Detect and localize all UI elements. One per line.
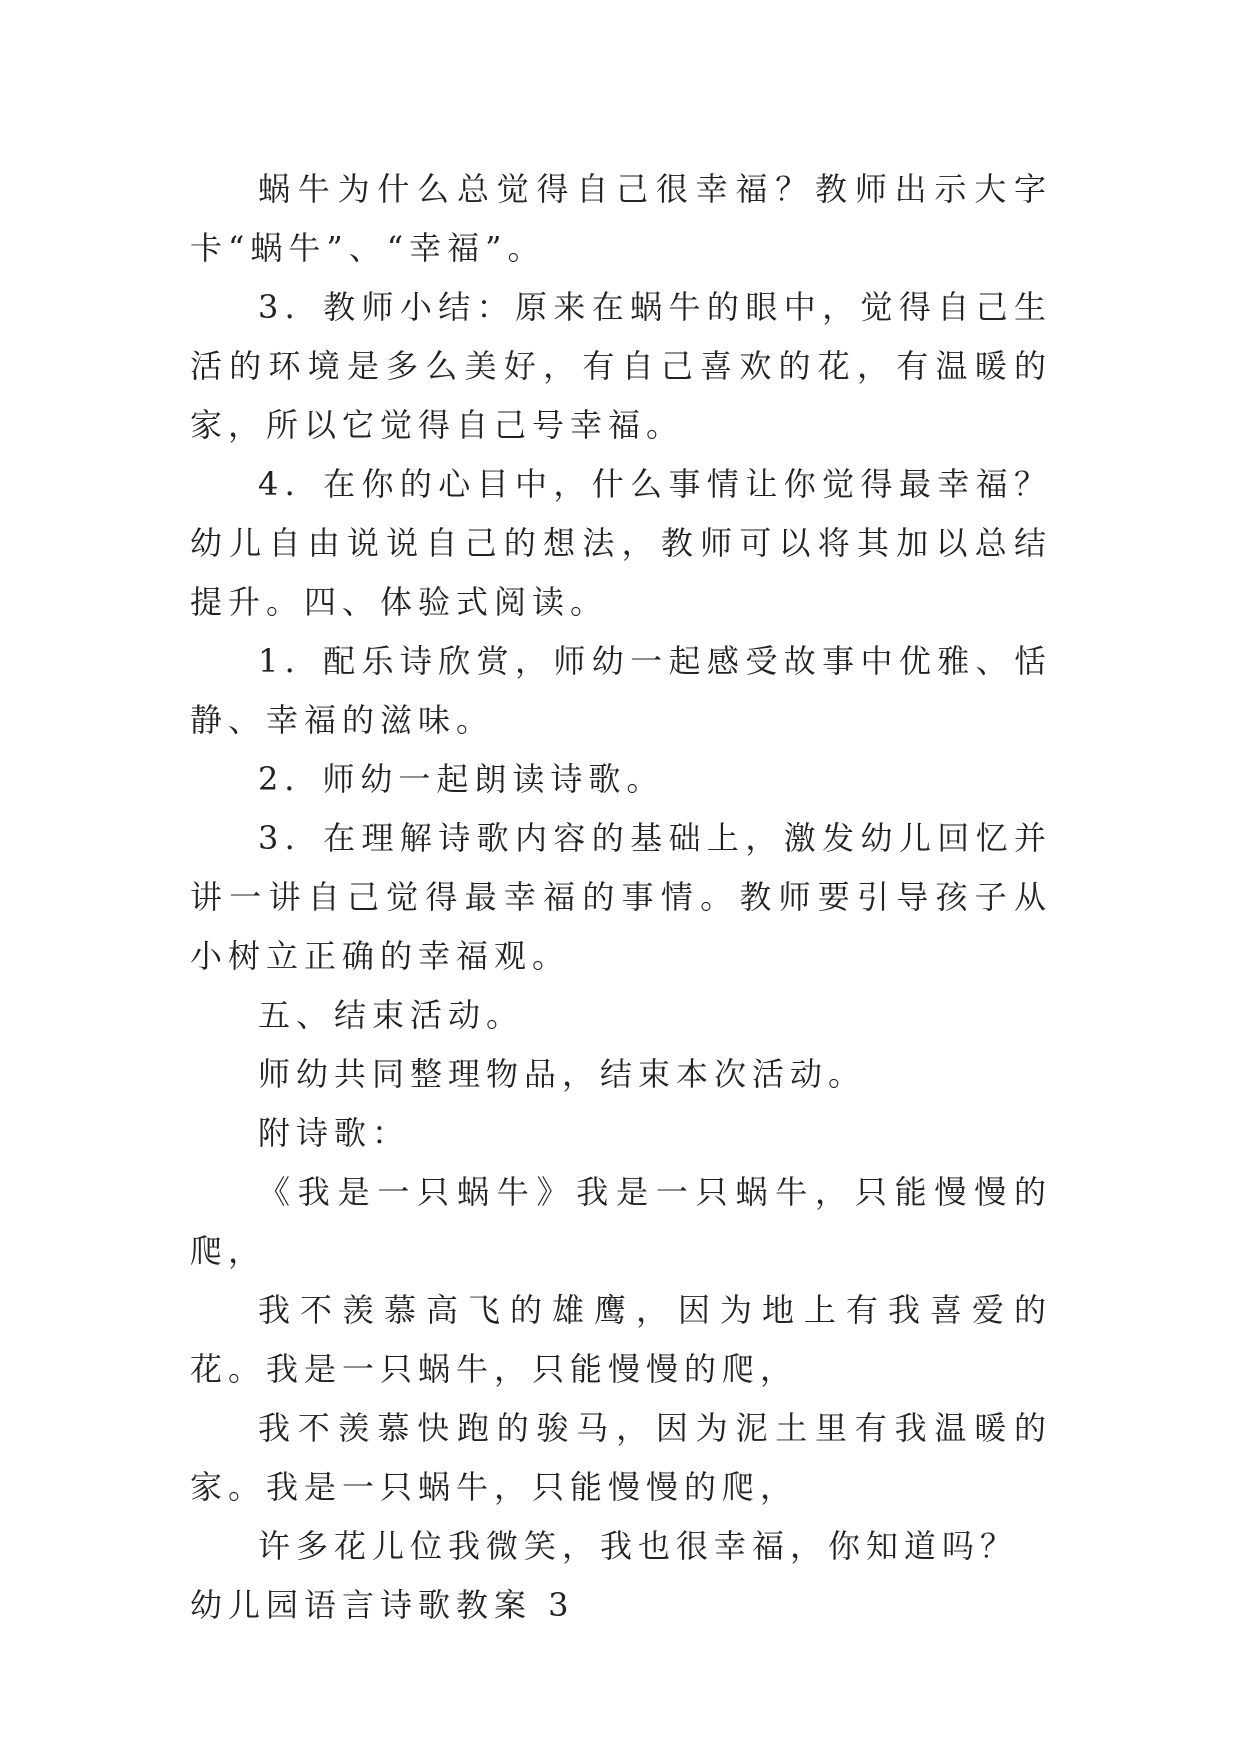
poem-line-title: 《我是一只蜗牛》我是一只蜗牛，只能慢慢的爬， [190, 1173, 1052, 1270]
paragraph-recall-happiness: 3．在理解诗歌内容的基础上，激发幼儿回忆并讲一讲自己觉得最幸福的事情。教师要引导孩子从小树立正确的幸福观。 [190, 819, 1052, 975]
poem-stanza-eagle: 我不羡慕高飞的雄鹰，因为地上有我喜爱的花。我是一只蜗牛，只能慢慢的爬， [190, 1291, 1052, 1388]
poem-stanza-flowers: 许多花儿位我微笑，我也很幸福，你知道吗？ [258, 1527, 1019, 1565]
section-heading-lesson-plan-3: 幼儿园语言诗歌教案 3 [190, 1586, 575, 1624]
document-body [190, 160, 1052, 1635]
paragraph-read-aloud: 2．师幼一起朗读诗歌。 [258, 760, 665, 798]
paragraph-tidy-up: 师幼共同整理物品，结束本次活动。 [258, 1055, 867, 1093]
paragraph-poem-appreciation: 1．配乐诗欣赏，师幼一起感受故事中优雅、恬静、幸福的滋味。 [190, 642, 1052, 739]
paragraph-teacher-summary: 3．教师小结：原来在蜗牛的眼中，觉得自己生活的环境是多么美好，有自己喜欢的花，有温暖的家，所以它觉得自己号幸福。 [190, 288, 1052, 444]
label-appendix-poem: 附诗歌： [258, 1114, 411, 1152]
section-heading-end-activity: 五、结束活动。 [258, 996, 525, 1034]
poem-stanza-horse: 我不羡慕快跑的骏马，因为泥土里有我温暖的家。我是一只蜗牛，只能慢慢的爬， [190, 1409, 1052, 1506]
paragraph-happiest-thing: 4．在你的心目中，什么事情让你觉得最幸福？幼儿自由说说自己的想法，教师可以将其加以总结提升。四、体验式阅读。 [190, 465, 1052, 621]
paragraph-snail-happiness-question: 蜗牛为什么总觉得自己很幸福？教师出示大字卡“蜗牛”、“幸福”。 [190, 170, 1052, 267]
